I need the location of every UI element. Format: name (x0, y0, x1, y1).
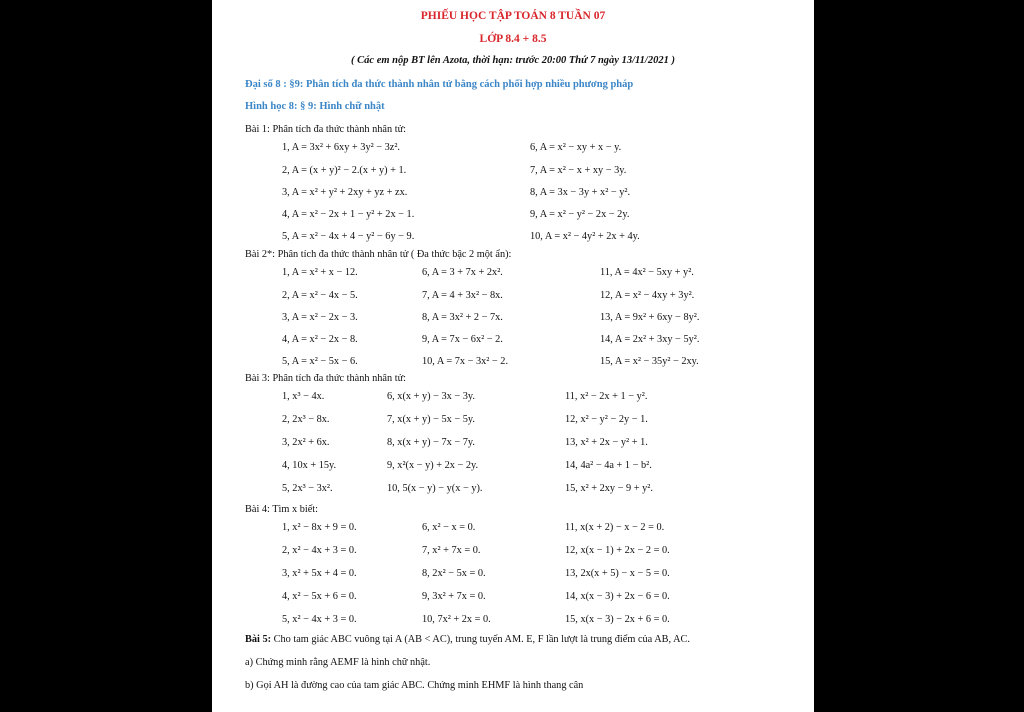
bai1-item: 3, A = x² + y² + 2xy + yz + zx. (282, 187, 408, 198)
bai1-item: 8, A = 3x − 3y + x² − y². (530, 187, 631, 198)
worksheet-page (212, 0, 814, 712)
bai2-item: 4, A = x² − 2x − 8. (282, 334, 358, 345)
bai1-item: 9, A = x² − y² − 2x − 2y. (530, 209, 630, 220)
bai4-item: 11, x(x + 2) − x − 2 = 0. (565, 522, 665, 533)
bai4-item: 5, x² − 4x + 3 = 0. (282, 614, 357, 625)
bai2-item: 14, A = 2x² + 3xy − 5y². (600, 334, 700, 345)
bai4-item: 1, x² − 8x + 9 = 0. (282, 522, 357, 533)
bai2-heading: Bài 2*: Phân tích đa thức thành nhân tử ( Đa thức bậc 2 một ẩn): (245, 249, 512, 260)
bai2-item: 13, A = 9x² + 6xy − 8y². (600, 312, 700, 323)
bai2-item: 12, A = x² − 4xy + 3y². (600, 290, 695, 301)
bai2-item: 6, A = 3 + 7x + 2x². (422, 267, 503, 278)
bai4-item: 8, 2x² − 5x = 0. (422, 568, 486, 579)
bai4-item: 9, 3x² + 7x = 0. (422, 591, 486, 602)
bai4-item: 6, x² − x = 0. (422, 522, 476, 533)
bai1-item: 4, A = x² − 2x + 1 − y² + 2x − 1. (282, 209, 415, 220)
bai1-item: 2, A = (x + y)² − 2.(x + y) + 1. (282, 165, 407, 176)
bai2-item: 10, A = 7x − 3x² − 2. (422, 356, 509, 367)
bai4-item: 14, x(x − 3) + 2x − 6 = 0. (565, 591, 670, 602)
bai2-item: 11, A = 4x² − 5xy + y². (600, 267, 694, 278)
bai2-item: 15, A = x² − 35y² − 2xy. (600, 356, 699, 367)
bai2-item: 2, A = x² − 4x − 5. (282, 290, 358, 301)
bai2-item: 3, A = x² − 2x − 3. (282, 312, 358, 323)
bai4-item: 7, x² + 7x = 0. (422, 545, 481, 556)
bai4-item: 3, x² + 5x + 4 = 0. (282, 568, 357, 579)
bai3-item: 12, x² − y² − 2y − 1. (565, 414, 648, 425)
bai4-heading: Bài 4: Tìm x biết: (245, 504, 319, 515)
bai3-item: 5, 2x³ − 3x². (282, 483, 333, 494)
bai2-item: 1, A = x² + x − 12. (282, 267, 358, 278)
bai3-item: 4, 10x + 15y. (282, 460, 337, 471)
bai1-heading: Bài 1: Phân tích đa thức thành nhân tử: (245, 124, 407, 135)
bai1-item: 1, A = 3x² + 6xy + 3y² − 3z². (282, 142, 401, 153)
bai5-label: Bài 5: (245, 634, 272, 645)
bai3-item: 6, x(x + y) − 3x − 3y. (387, 391, 475, 402)
bai4-item: 13, 2x(x + 5) − x − 5 = 0. (565, 568, 670, 579)
bai2-item: 7, A = 4 + 3x² − 8x. (422, 290, 503, 301)
bai1-item: 6, A = x² − xy + x − y. (530, 142, 622, 153)
bai5-statement (245, 634, 690, 645)
bai5-text: Cho tam giác ABC vuông tại A (AB < AC), trung tuyến AM. E, F lần lượt là trung điểm của AB, AC. (271, 634, 690, 645)
bai1-item: 5, A = x² − 4x + 4 − y² − 6y − 9. (282, 231, 415, 242)
bai3-item: 13, x² + 2x − y² + 1. (565, 437, 648, 448)
worksheet-title: PHIẾU HỌC TẬP TOÁN 8 TUẦN 07 (420, 10, 606, 22)
bai3-item: 9, x²(x − y) + 2x − 2y. (387, 460, 479, 471)
class-label: LỚP 8.4 + 8.5 (479, 33, 547, 45)
bai1-item: 7, A = x² − x + xy − 3y. (530, 165, 627, 176)
bai2-item: 8, A = 3x² + 2 − 7x. (422, 312, 503, 323)
geometry-topic: Hình học 8: § 9: Hình chữ nhật (245, 101, 385, 112)
bai3-item: 10, 5(x − y) − y(x − y). (387, 483, 483, 494)
submission-note: ( Các em nộp BT lên Azota, thời hạn: trước 20:00 Thứ 7 ngày 13/11/2021 ) (351, 55, 675, 66)
bai2-item: 9, A = 7x − 6x² − 2. (422, 334, 503, 345)
algebra-topic: Đại số 8 : §9: Phân tích đa thức thành nhân tử bằng cách phối hợp nhiều phương pháp (245, 79, 634, 90)
bai3-item: 7, x(x + y) − 5x − 5y. (387, 414, 475, 425)
bai2-item: 5, A = x² − 5x − 6. (282, 356, 358, 367)
bai3-item: 11, x² − 2x + 1 − y². (565, 391, 648, 402)
bai4-item: 12, x(x − 1) + 2x − 2 = 0. (565, 545, 670, 556)
bai3-item: 15, x² + 2xy − 9 + y². (565, 483, 653, 494)
bai4-item: 15, x(x − 3) − 2x + 6 = 0. (565, 614, 670, 625)
bai5-part-b: b) Gọi AH là đường cao của tam giác ABC. Chứng minh EHMF là hình thang cân (245, 680, 584, 691)
bai3-item: 3, 2x² + 6x. (282, 437, 330, 448)
bai4-item: 10, 7x² + 2x = 0. (422, 614, 491, 625)
bai1-item: 10, A = x² − 4y² + 2x + 4y. (530, 231, 640, 242)
bai4-item: 2, x² − 4x + 3 = 0. (282, 545, 357, 556)
bai3-heading: Bài 3: Phân tích đa thức thành nhân tử: (245, 373, 407, 384)
bai4-item: 4, x² − 5x + 6 = 0. (282, 591, 357, 602)
bai3-item: 14, 4a² − 4a + 1 − b². (565, 460, 652, 471)
bai3-item: 2, 2x³ − 8x. (282, 414, 330, 425)
bai5-part-a: a) Chứng minh rằng AEMF là hình chữ nhật. (245, 657, 431, 668)
bai3-item: 8, x(x + y) − 7x − 7y. (387, 437, 475, 448)
bai3-item: 1, x³ − 4x. (282, 391, 325, 402)
